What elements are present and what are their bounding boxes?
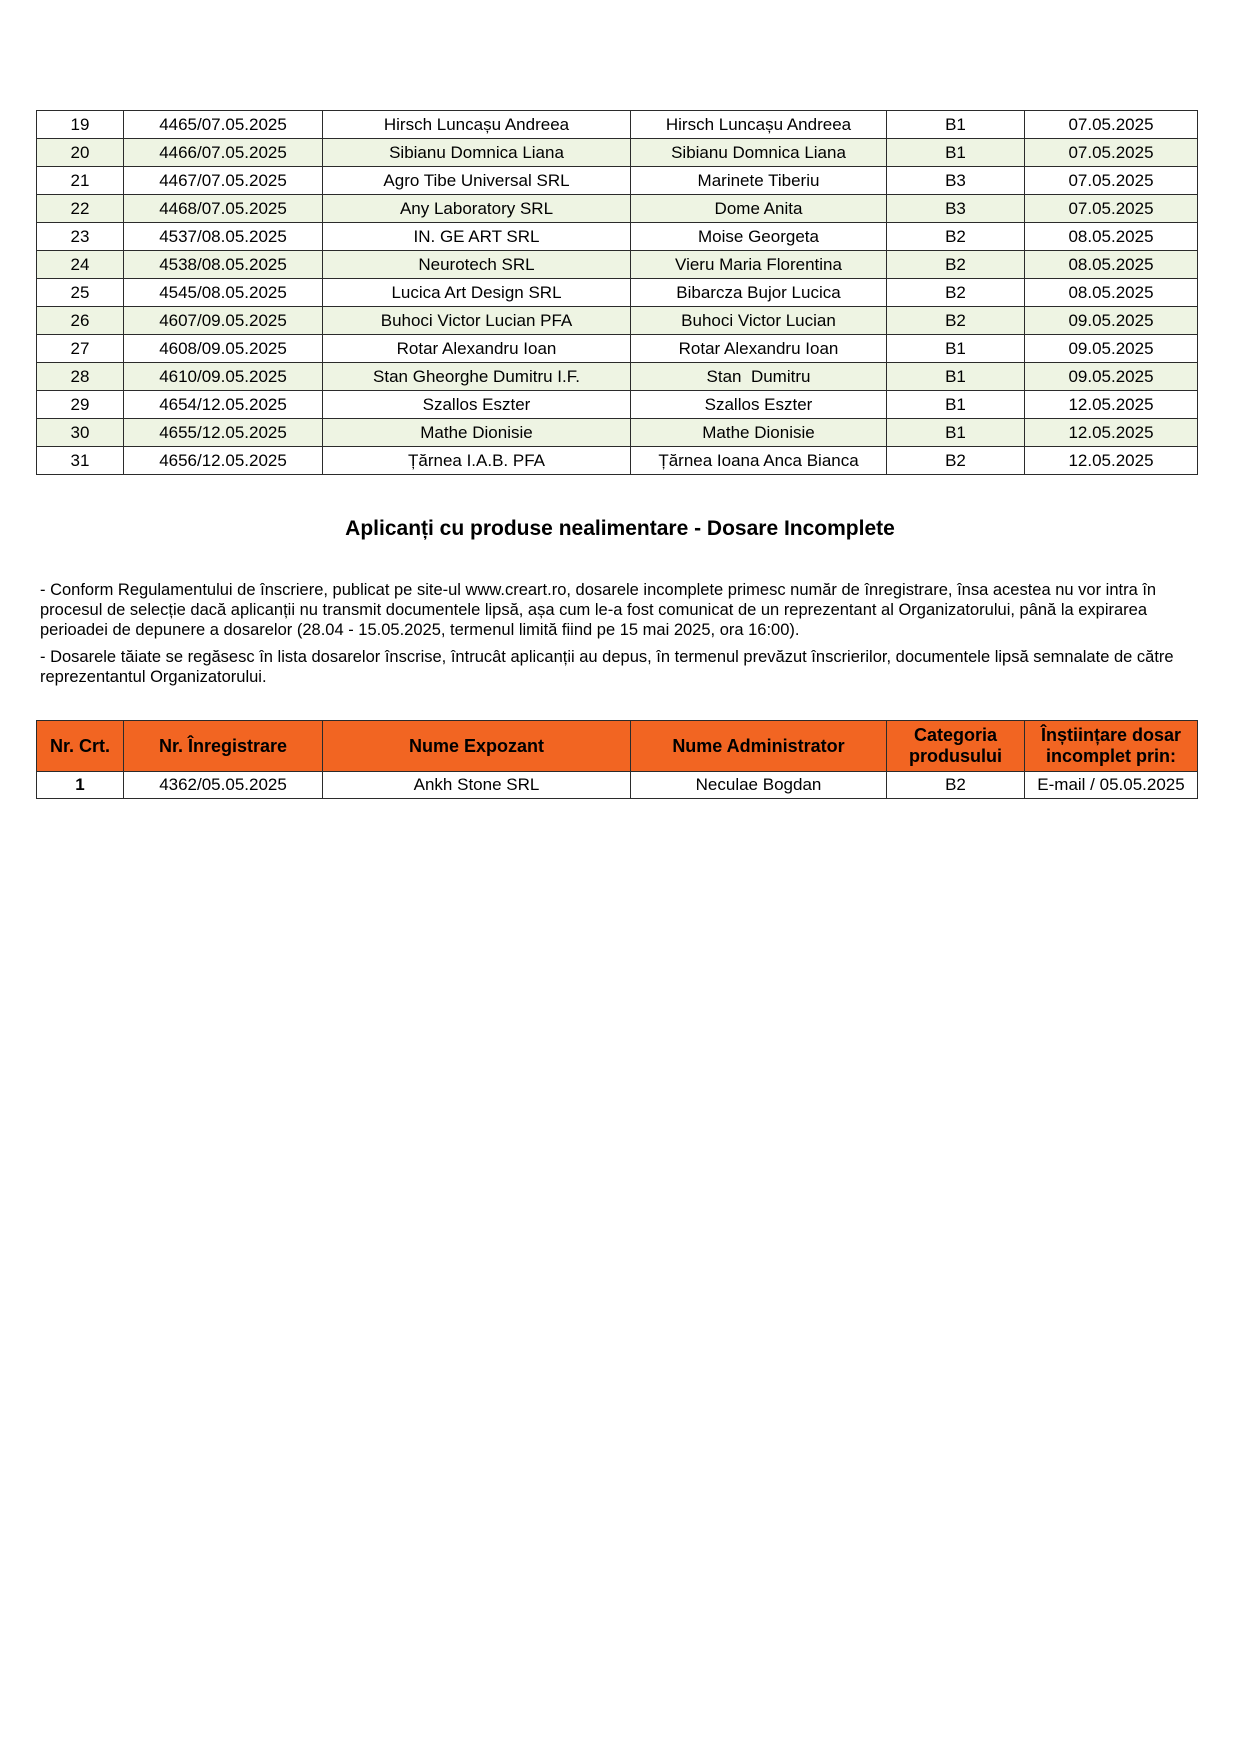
table-row	[37, 391, 1198, 419]
registration-number: 4610/09.05.2025	[124, 363, 323, 391]
exhibitor-name: Hirsch Luncașu Andreea	[323, 111, 631, 139]
administrator-name: Moise Georgeta	[631, 223, 887, 251]
exhibitor-name: Neurotech SRL	[323, 251, 631, 279]
table-row	[37, 223, 1198, 251]
registration-date: 08.05.2025	[1025, 251, 1198, 279]
product-category: B1	[887, 391, 1025, 419]
registration-number: 4465/07.05.2025	[124, 111, 323, 139]
row-number: 23	[37, 223, 124, 251]
registration-number: 4467/07.05.2025	[124, 167, 323, 195]
registration-date: 08.05.2025	[1025, 223, 1198, 251]
table-row	[37, 251, 1198, 279]
product-category: B1	[887, 335, 1025, 363]
registration-number: 4608/09.05.2025	[124, 335, 323, 363]
product-category: B1	[887, 111, 1025, 139]
registration-date: 12.05.2025	[1025, 447, 1198, 475]
exhibitor-name: Ankh Stone SRL	[323, 772, 631, 799]
registered-applicants-table	[36, 110, 1198, 475]
administrator-name: Szallos Eszter	[631, 391, 887, 419]
registration-date: 07.05.2025	[1025, 111, 1198, 139]
exhibitor-name: Buhoci Victor Lucian PFA	[323, 307, 631, 335]
registration-date: 09.05.2025	[1025, 363, 1198, 391]
header-registration: Nr. Înregistrare	[124, 721, 323, 772]
header-notification: Înștiințare dosar incomplet prin:	[1025, 721, 1198, 772]
row-number: 24	[37, 251, 124, 279]
table-row	[37, 195, 1198, 223]
exhibitor-name: Mathe Dionisie	[323, 419, 631, 447]
administrator-name: Vieru Maria Florentina	[631, 251, 887, 279]
table-row	[37, 167, 1198, 195]
registration-date: 09.05.2025	[1025, 307, 1198, 335]
registration-number: 4655/12.05.2025	[124, 419, 323, 447]
registration-number: 4545/08.05.2025	[124, 279, 323, 307]
row-number: 19	[37, 111, 124, 139]
product-category: B1	[887, 363, 1025, 391]
product-category: B2	[887, 223, 1025, 251]
table-row	[37, 279, 1198, 307]
header-category: Categoria produsului	[887, 721, 1025, 772]
row-number: 21	[37, 167, 124, 195]
note-incomplete-rules: - Conform Regulamentului de înscriere, publicat pe site-ul www.creart.ro, dosarele incomplete primesc număr de înregistrare, însa acestea nu vor intra în procesul de selecție dacă aplicanții nu transmit documentele lipsă, așa cum le-a fost comunicat de un reprezentant al Organizatorului, până la expirarea perioadei de depunere a dosarelor (28.04 - 15.05.2025, termenul limită fiind pe 15 mai 2025, ora 16:00).	[40, 581, 1157, 639]
product-category: B2	[887, 251, 1025, 279]
incomplete-applications-table	[36, 720, 1198, 799]
section-title: Aplicanți cu produse nealimentare - Dosare Incomplete	[345, 517, 895, 540]
administrator-name: Neculae Bogdan	[631, 772, 887, 799]
registration-number: 4466/07.05.2025	[124, 139, 323, 167]
table-row	[37, 335, 1198, 363]
table-row	[37, 447, 1198, 475]
administrator-name: Țărnea Ioana Anca Bianca	[631, 447, 887, 475]
administrator-name: Mathe Dionisie	[631, 419, 887, 447]
header-nr-crt: Nr. Crt.	[37, 721, 124, 772]
header-exhibitor: Nume Expozant	[323, 721, 631, 772]
table-row	[37, 419, 1198, 447]
product-category: B3	[887, 167, 1025, 195]
administrator-name: Hirsch Luncașu Andreea	[631, 111, 887, 139]
exhibitor-name: Rotar Alexandru Ioan	[323, 335, 631, 363]
row-number: 26	[37, 307, 124, 335]
row-number: 1	[37, 772, 124, 799]
registration-date: 07.05.2025	[1025, 139, 1198, 167]
row-number: 27	[37, 335, 124, 363]
row-number: 30	[37, 419, 124, 447]
product-category: B2	[887, 279, 1025, 307]
registration-date: 08.05.2025	[1025, 279, 1198, 307]
registration-number: 4656/12.05.2025	[124, 447, 323, 475]
row-number: 29	[37, 391, 124, 419]
notification-method: E-mail / 05.05.2025	[1025, 772, 1198, 799]
registration-number: 4362/05.05.2025	[124, 772, 323, 799]
registration-number: 4468/07.05.2025	[124, 195, 323, 223]
exhibitor-name: Lucica Art Design SRL	[323, 279, 631, 307]
row-number: 20	[37, 139, 124, 167]
product-category: B1	[887, 139, 1025, 167]
note-struck-files: - Dosarele tăiate se regăsesc în lista dosarelor înscrise, întrucât aplicanții au depus, în termenul prevăzut înscrierilor, documentele lipsă semnalate de către reprezentantul Organizatorului.	[40, 648, 1174, 686]
table-row	[37, 139, 1198, 167]
registration-number: 4538/08.05.2025	[124, 251, 323, 279]
product-category: B2	[887, 447, 1025, 475]
administrator-name: Bibarcza Bujor Lucica	[631, 279, 887, 307]
product-category: B3	[887, 195, 1025, 223]
row-number: 31	[37, 447, 124, 475]
registration-date: 07.05.2025	[1025, 167, 1198, 195]
registration-number: 4654/12.05.2025	[124, 391, 323, 419]
exhibitor-name: Sibianu Domnica Liana	[323, 139, 631, 167]
administrator-name: Buhoci Victor Lucian	[631, 307, 887, 335]
registration-date: 12.05.2025	[1025, 419, 1198, 447]
product-category: B2	[887, 772, 1025, 799]
exhibitor-name: Any Laboratory SRL	[323, 195, 631, 223]
registration-number: 4607/09.05.2025	[124, 307, 323, 335]
table-row	[37, 772, 1198, 799]
product-category: B2	[887, 307, 1025, 335]
administrator-name: Dome Anita	[631, 195, 887, 223]
administrator-name: Stan Dumitru	[631, 363, 887, 391]
registration-date: 12.05.2025	[1025, 391, 1198, 419]
exhibitor-name: Agro Tibe Universal SRL	[323, 167, 631, 195]
administrator-name: Rotar Alexandru Ioan	[631, 335, 887, 363]
exhibitor-name: Stan Gheorghe Dumitru I.F.	[323, 363, 631, 391]
administrator-name: Marinete Tiberiu	[631, 167, 887, 195]
exhibitor-name: Szallos Eszter	[323, 391, 631, 419]
product-category: B1	[887, 419, 1025, 447]
administrator-name: Sibianu Domnica Liana	[631, 139, 887, 167]
header-administrator: Nume Administrator	[631, 721, 887, 772]
registration-date: 07.05.2025	[1025, 195, 1198, 223]
row-number: 22	[37, 195, 124, 223]
table-row	[37, 363, 1198, 391]
table-row	[37, 111, 1198, 139]
table-row	[37, 307, 1198, 335]
registration-number: 4537/08.05.2025	[124, 223, 323, 251]
row-number: 28	[37, 363, 124, 391]
registration-date: 09.05.2025	[1025, 335, 1198, 363]
exhibitor-name: Țărnea I.A.B. PFA	[323, 447, 631, 475]
table-header-row	[37, 721, 1198, 772]
row-number: 25	[37, 279, 124, 307]
exhibitor-name: IN. GE ART SRL	[323, 223, 631, 251]
